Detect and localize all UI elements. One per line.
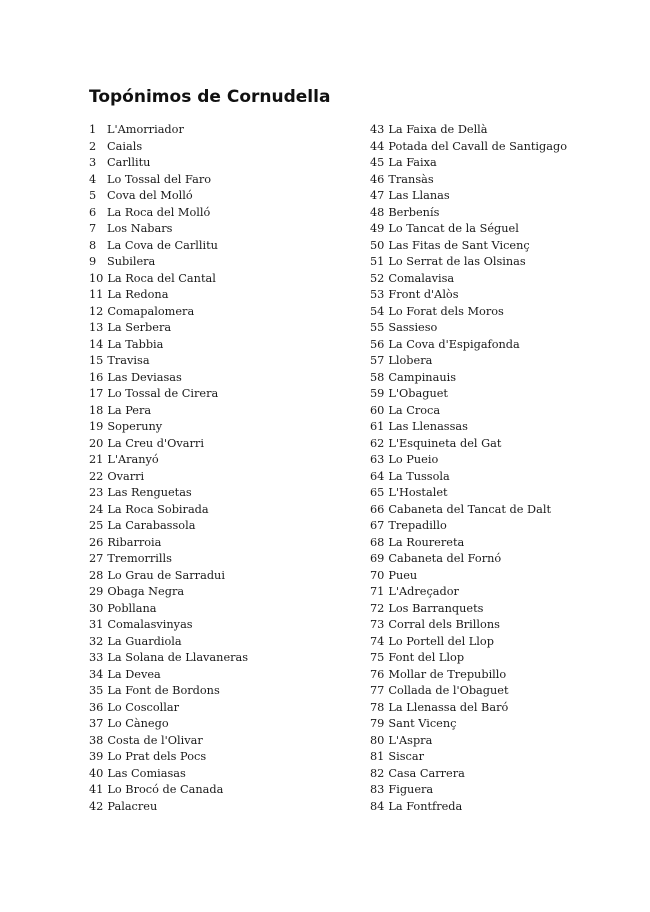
toponym-number: 18 — [89, 403, 104, 417]
toponym-entry — [89, 172, 349, 189]
toponym-name: Costa de l'Olivar — [107, 733, 203, 747]
toponym-number: 26 — [89, 535, 104, 549]
toponym-entry — [89, 551, 349, 568]
toponym-entry — [370, 782, 630, 799]
toponym-number: 62 — [370, 436, 385, 450]
toponym-number: 63 — [370, 453, 385, 466]
toponym-name: Transàs — [388, 172, 434, 186]
toponym-name: Las Renguetas — [107, 486, 192, 499]
toponym-entry — [370, 485, 630, 502]
toponym-entry — [370, 535, 630, 552]
toponym-number: 70 — [370, 568, 385, 582]
toponym-name: Corral dels Brillons — [388, 618, 500, 631]
toponym-entry — [89, 502, 349, 519]
toponym-entry — [370, 650, 630, 667]
toponym-number: 13 — [89, 321, 104, 334]
page-title: Topónimos de Cornudella — [89, 87, 331, 107]
toponym-entry — [370, 667, 630, 684]
toponym-entry — [370, 683, 630, 700]
toponym-entry — [370, 271, 630, 288]
toponym-number: 38 — [89, 733, 104, 747]
toponym-number: 80 — [370, 733, 385, 747]
toponym-entry — [89, 386, 349, 403]
toponym-name: La Pera — [107, 403, 152, 417]
toponym-number: 76 — [370, 667, 385, 681]
toponym-number: 67 — [370, 519, 385, 532]
toponym-entry — [370, 733, 630, 750]
toponym-entry — [89, 749, 349, 766]
toponym-number: 28 — [89, 568, 104, 582]
toponym-entry — [89, 370, 349, 387]
toponym-entry — [370, 254, 630, 271]
toponym-entry — [89, 667, 349, 684]
toponym-name: Comalavisa — [388, 271, 455, 285]
toponym-name: Front d'Alòs — [388, 288, 459, 301]
toponym-name: La Rourereta — [388, 535, 465, 549]
toponym-entry — [370, 386, 630, 403]
toponym-entry — [89, 683, 349, 700]
toponym-number: 56 — [370, 337, 385, 351]
toponym-number: 31 — [89, 618, 104, 631]
toponym-entry — [89, 650, 349, 667]
toponym-number: 77 — [370, 684, 385, 697]
toponym-number: 52 — [370, 271, 385, 285]
toponym-number: 54 — [370, 304, 385, 318]
toponym-name: Collada de l'Obaguet — [388, 684, 509, 697]
toponym-name: Berbenís — [388, 205, 440, 219]
toponym-name: Los Barranquets — [388, 601, 484, 615]
toponym-entry — [89, 700, 349, 717]
toponym-entry — [370, 584, 630, 601]
toponym-entry — [89, 403, 349, 420]
toponym-number: 34 — [89, 667, 104, 681]
toponym-name: L'Hostalet — [388, 486, 448, 499]
toponym-name: Comalasvinyas — [107, 618, 193, 631]
toponym-name: La Cova de Carllitu — [107, 238, 218, 252]
toponym-number: 81 — [370, 750, 385, 763]
toponym-entry — [89, 766, 349, 783]
toponym-entry — [370, 353, 630, 370]
toponym-number: 46 — [370, 172, 385, 186]
toponym-number: 16 — [89, 370, 104, 384]
toponym-entry — [89, 485, 349, 502]
toponym-name: Lo Pueio — [388, 453, 439, 466]
toponym-name: Cova del Molló — [107, 189, 193, 202]
toponym-number: 57 — [370, 354, 385, 367]
toponym-entry — [89, 139, 349, 156]
toponym-entry — [370, 172, 630, 189]
toponym-number: 33 — [89, 651, 104, 664]
toponym-name: L'Adreçador — [388, 585, 459, 598]
toponym-entry — [370, 419, 630, 436]
toponym-entry — [89, 733, 349, 750]
toponym-number: 11 — [89, 288, 104, 301]
toponym-entry — [89, 617, 349, 634]
toponym-entry — [370, 568, 630, 585]
toponym-entry — [89, 716, 349, 733]
toponym-name: Las Fitas de Sant Vicenç — [388, 238, 530, 252]
toponym-name: L'Aspra — [388, 733, 433, 747]
toponym-entry — [370, 749, 630, 766]
toponym-number: 25 — [89, 519, 104, 532]
toponym-number: 47 — [370, 189, 385, 202]
toponym-number: 58 — [370, 370, 385, 384]
toponym-name: La Faixa — [388, 156, 437, 169]
toponym-name: Cabaneta del Fornó — [388, 552, 502, 565]
toponym-name: Campinauis — [388, 370, 457, 384]
toponym-entry — [89, 221, 349, 238]
toponym-entry — [89, 353, 349, 370]
toponym-entry — [89, 287, 349, 304]
toponym-entry — [89, 155, 349, 172]
toponym-entry — [89, 518, 349, 535]
toponym-entry — [370, 766, 630, 783]
toponym-entry — [89, 469, 349, 486]
toponym-name: L'Esquineta del Gat — [388, 436, 502, 450]
toponym-number: 65 — [370, 486, 385, 499]
toponym-name: La Roca del Molló — [107, 205, 211, 219]
toponym-number: 53 — [370, 288, 385, 301]
toponym-number: 48 — [370, 205, 385, 219]
toponym-entry — [89, 320, 349, 337]
toponym-number: 27 — [89, 552, 104, 565]
toponym-name: Lo Tossal del Faro — [107, 172, 212, 186]
toponym-name: La Tabbia — [107, 337, 164, 351]
toponym-name: Lo Tossal de Cirera — [107, 387, 219, 400]
toponym-name: La Roca del Cantal — [107, 271, 216, 285]
toponym-entry — [370, 436, 630, 453]
toponym-number: 45 — [370, 156, 385, 169]
toponym-number: 14 — [89, 337, 104, 351]
toponym-name: La Cova d'Espigafonda — [388, 337, 520, 351]
toponym-number: 61 — [370, 420, 385, 433]
toponym-entry — [89, 122, 349, 139]
toponym-number: 21 — [89, 453, 104, 466]
toponym-name: Tremorrills — [107, 552, 172, 565]
toponym-entry — [89, 337, 349, 354]
toponym-name: Las Llanas — [388, 189, 450, 202]
toponym-name: Llobera — [388, 354, 433, 367]
toponym-number: 73 — [370, 618, 385, 631]
toponym-entry — [89, 254, 349, 271]
toponym-entry — [370, 155, 630, 172]
toponym-name: Font del Llop — [388, 651, 465, 664]
toponym-name: Trepadillo — [388, 519, 447, 532]
toponym-number: 41 — [89, 783, 104, 796]
toponym-name: Carllitu — [107, 156, 151, 169]
toponym-number: 60 — [370, 403, 385, 417]
toponym-entry — [89, 238, 349, 255]
toponym-number: 20 — [89, 436, 104, 450]
toponym-number: 84 — [370, 799, 385, 813]
toponym-entry — [370, 370, 630, 387]
toponym-entry — [89, 601, 349, 618]
toponym-entry — [370, 700, 630, 717]
toponym-number: 69 — [370, 552, 385, 565]
toponym-name: Ovarri — [107, 469, 145, 483]
toponym-number: 30 — [89, 601, 104, 615]
toponym-name: La Serbera — [107, 321, 172, 334]
toponym-name: La Guardiola — [107, 634, 182, 648]
toponym-entry — [370, 518, 630, 535]
toponym-name: Comapalomera — [107, 304, 195, 318]
toponym-name: L'Amorriador — [107, 123, 184, 136]
toponym-name: Lo Portell del Llop — [388, 634, 494, 648]
toponym-number: 42 — [89, 799, 104, 813]
toponym-entry — [89, 436, 349, 453]
toponym-entry — [370, 287, 630, 304]
toponym-number: 55 — [370, 321, 385, 334]
toponym-name: Travisa — [107, 354, 150, 367]
toponym-name: Pobllana — [107, 601, 157, 615]
toponym-number: 39 — [89, 750, 104, 763]
toponym-entry — [89, 535, 349, 552]
toponym-entry — [89, 782, 349, 799]
toponym-entry — [89, 304, 349, 321]
toponym-name: Lo Forat dels Moros — [388, 304, 504, 318]
toponym-number: 17 — [89, 387, 104, 400]
toponym-number: 24 — [89, 502, 104, 516]
toponym-entry — [370, 205, 630, 222]
toponym-name: Lo Prat dels Pocs — [107, 750, 207, 763]
toponym-entry — [370, 551, 630, 568]
toponym-name: Sassieso — [388, 321, 438, 334]
toponym-name: Caials — [107, 139, 143, 153]
toponym-name: Lo Brocó de Canada — [107, 783, 224, 796]
toponym-entry — [370, 238, 630, 255]
toponym-name: La Redona — [107, 288, 169, 301]
toponym-name: La Roca Sobirada — [107, 502, 209, 516]
toponym-name: Lo Tancat de la Séguel — [388, 222, 519, 235]
toponym-name: Figuera — [388, 783, 434, 796]
toponym-number: 78 — [370, 700, 385, 714]
toponym-name: Las Llenassas — [388, 420, 468, 433]
toponym-number: 6 — [89, 205, 97, 219]
toponym-name: Lo Serrat de las Olsinas — [388, 255, 526, 268]
toponym-name: Lo Grau de Sarradui — [107, 568, 225, 582]
toponym-number: 32 — [89, 634, 104, 648]
toponym-name: Lo Coscollar — [107, 700, 180, 714]
toponym-number: 8 — [89, 238, 97, 252]
toponym-name: La Llenassa del Baró — [388, 700, 509, 714]
toponym-number: 79 — [370, 717, 385, 730]
toponym-entry — [370, 320, 630, 337]
toponym-number: 74 — [370, 634, 385, 648]
toponym-name: La Solana de Llavaneras — [107, 651, 249, 664]
toponym-number: 44 — [370, 139, 385, 153]
toponym-name: Potada del Cavall de Santigago — [388, 139, 567, 153]
toponym-number: 83 — [370, 783, 385, 796]
toponym-number: 10 — [89, 271, 104, 285]
toponym-number: 71 — [370, 585, 385, 598]
toponym-name: Subilera — [107, 255, 156, 268]
toponym-name: Palacreu — [107, 799, 158, 813]
toponym-number: 22 — [89, 469, 104, 483]
toponym-name: L'Aranyó — [107, 453, 159, 466]
toponym-name: La Font de Bordons — [107, 684, 220, 697]
toponym-name: Pueu — [388, 568, 418, 582]
toponym-entry — [89, 799, 349, 816]
toponym-entry — [370, 139, 630, 156]
toponym-entry — [89, 205, 349, 222]
toponym-entry — [89, 452, 349, 469]
toponym-number: 4 — [89, 172, 97, 186]
toponym-entry — [370, 337, 630, 354]
toponym-name: La Croca — [388, 403, 441, 417]
toponym-name: L'Obaguet — [388, 387, 448, 400]
toponym-entry — [89, 188, 349, 205]
toponym-number: 35 — [89, 684, 104, 697]
toponym-number: 9 — [89, 255, 97, 268]
toponym-number: 23 — [89, 486, 104, 499]
toponym-number: 43 — [370, 123, 385, 136]
toponym-entry — [370, 799, 630, 816]
toponym-name: Siscar — [388, 750, 424, 763]
toponym-number: 1 — [89, 123, 97, 136]
toponym-number: 51 — [370, 255, 385, 268]
toponym-name: Los Nabars — [107, 222, 173, 235]
toponym-entry — [370, 188, 630, 205]
toponym-name: Mollar de Trepubillo — [388, 667, 507, 681]
toponym-number: 15 — [89, 354, 104, 367]
toponym-number: 72 — [370, 601, 385, 615]
toponym-entry — [89, 584, 349, 601]
toponym-entry — [370, 122, 630, 139]
toponym-entry — [370, 617, 630, 634]
toponym-number: 64 — [370, 469, 385, 483]
toponym-name: Sant Vicenç — [388, 717, 457, 730]
toponym-list-left — [89, 122, 349, 815]
toponym-entry — [89, 568, 349, 585]
toponym-number: 82 — [370, 766, 385, 780]
toponym-number: 3 — [89, 156, 97, 169]
toponym-number: 29 — [89, 585, 104, 598]
toponym-name: Casa Carrera — [388, 766, 465, 780]
toponym-name: Obaga Negra — [107, 585, 185, 598]
toponym-entry — [370, 716, 630, 733]
toponym-entry — [370, 502, 630, 519]
toponym-entry — [89, 419, 349, 436]
toponym-number: 49 — [370, 222, 385, 235]
toponym-number: 5 — [89, 189, 97, 202]
toponym-entry — [370, 221, 630, 238]
toponym-number: 68 — [370, 535, 385, 549]
toponym-name: Cabaneta del Tancat de Dalt — [388, 502, 551, 516]
toponym-number: 75 — [370, 651, 385, 664]
toponym-entry — [89, 271, 349, 288]
toponym-entry — [370, 601, 630, 618]
toponym-name: La Fontfreda — [388, 799, 463, 813]
toponym-name: Las Deviasas — [107, 370, 182, 384]
toponym-name: La Creu d'Ovarri — [107, 436, 204, 450]
toponym-number: 59 — [370, 387, 385, 400]
toponym-number: 37 — [89, 717, 104, 730]
toponym-entry — [89, 634, 349, 651]
toponym-name: La Tussola — [388, 469, 450, 483]
toponym-name: La Faixa de Dellà — [388, 123, 488, 136]
toponym-number: 2 — [89, 139, 97, 153]
toponym-name: La Devea — [107, 667, 161, 681]
toponym-list-right — [370, 122, 630, 815]
toponym-name: Soperuny — [107, 420, 163, 433]
toponym-number: 12 — [89, 304, 104, 318]
toponym-number: 66 — [370, 502, 385, 516]
toponym-number: 19 — [89, 420, 104, 433]
toponym-entry — [370, 403, 630, 420]
toponym-name: Ribarroia — [107, 535, 162, 549]
toponym-name: Lo Cànego — [107, 717, 169, 730]
toponym-entry — [370, 452, 630, 469]
toponym-entry — [370, 304, 630, 321]
toponym-name: Las Comiasas — [107, 766, 186, 780]
toponym-entry — [370, 634, 630, 651]
toponym-number: 50 — [370, 238, 385, 252]
toponym-name: La Carabassola — [107, 519, 196, 532]
toponym-number: 36 — [89, 700, 104, 714]
toponym-entry — [370, 469, 630, 486]
toponym-number: 7 — [89, 222, 97, 235]
toponym-number: 40 — [89, 766, 104, 780]
